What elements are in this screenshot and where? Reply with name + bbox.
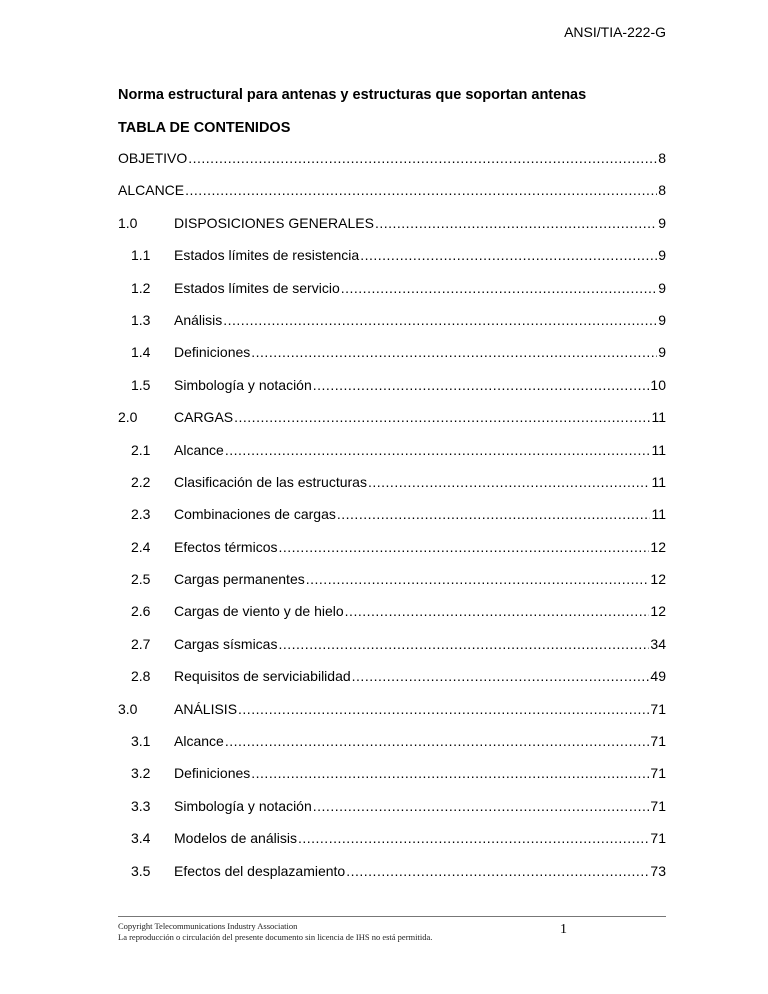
toc-entry-label: Alcance (174, 733, 224, 750)
toc-dot-leader (298, 830, 649, 846)
toc-entry[interactable] (118, 624, 666, 656)
toc-entry-label: OBJETIVO (118, 150, 188, 166)
table-of-contents (118, 138, 666, 883)
toc-entry[interactable] (118, 300, 666, 332)
toc-entry[interactable] (118, 332, 666, 364)
toc-entry[interactable] (118, 527, 666, 559)
toc-entry-page: 9 (658, 279, 666, 296)
toc-entry-page: 73 (650, 862, 666, 879)
toc-entry-number: 1.4 (131, 344, 151, 361)
toc-dot-leader (251, 765, 649, 781)
toc-dot-leader (352, 668, 650, 684)
toc-entry-label: Efectos del desplazamiento (174, 862, 346, 879)
footer-copyright-line: Copyright Telecommunications Industry Association (118, 921, 298, 931)
document-title: Norma estructural para antenas y estructuras que soportan antenas (118, 87, 587, 103)
toc-entry-number: 3.4 (131, 830, 151, 847)
toc-dot-leader (341, 280, 657, 296)
toc-entry-number: 2.6 (131, 603, 151, 620)
toc-entry[interactable] (118, 430, 666, 462)
toc-entry[interactable] (118, 818, 666, 850)
footer-license-line: La reproducción o circulación del presente documento sin licencia de IHS no está permitida. (118, 931, 433, 942)
toc-entry-label: Requisitos de serviciabilidad (174, 668, 351, 685)
page-number: 1 (560, 922, 567, 937)
toc-entry-page: 11 (651, 441, 666, 458)
toc-dot-leader (313, 377, 650, 393)
toc-entry-label: Cargas permanentes (174, 571, 305, 588)
footer-divider (118, 916, 666, 917)
toc-entry-number: 2.1 (131, 441, 151, 458)
toc-heading: TABLA DE CONTENIDOS (118, 120, 291, 136)
toc-entry[interactable] (118, 365, 666, 397)
toc-entry[interactable] (118, 494, 666, 526)
document-code: ANSI/TIA-222-G (564, 24, 666, 40)
toc-entry-page: 8 (658, 150, 666, 166)
toc-dot-leader (225, 733, 650, 749)
toc-entry-label: ANÁLISIS (174, 700, 238, 717)
toc-entry-label: Efectos térmicos (174, 538, 278, 555)
toc-dot-leader (313, 798, 650, 814)
toc-entry-page: 11 (651, 409, 666, 426)
toc-entry-number: 1.0 (118, 214, 138, 231)
toc-entry-label: Cargas de viento y de hielo (174, 603, 344, 620)
toc-dot-leader (346, 863, 649, 879)
toc-entry-label: Definiciones (174, 344, 251, 361)
toc-entry-page: 12 (650, 538, 666, 555)
toc-entry-page: 71 (650, 797, 666, 814)
toc-dot-leader (360, 247, 657, 263)
toc-entry-number: 2.7 (131, 635, 151, 652)
toc-entry-page: 10 (650, 376, 666, 393)
toc-entry-label: Análisis (174, 311, 223, 328)
toc-entry[interactable] (118, 235, 666, 267)
toc-entry[interactable] (118, 689, 666, 721)
toc-entry-page: 71 (650, 733, 666, 750)
toc-entry-number: 2.8 (131, 668, 151, 685)
toc-entry-number: 3.2 (131, 765, 151, 782)
toc-dot-leader (278, 636, 649, 652)
toc-dot-leader (225, 442, 651, 458)
toc-entry-page: 12 (650, 603, 666, 620)
toc-entry-label: Combinaciones de cargas (174, 506, 336, 523)
toc-entry-label: Clasificación de las estructuras (174, 473, 367, 490)
toc-entry-label: Cargas sísmicas (174, 635, 278, 652)
toc-dot-leader (238, 701, 649, 717)
toc-entry-page: 9 (658, 214, 666, 231)
toc-entry[interactable] (118, 786, 666, 818)
toc-entry-number: 2.0 (118, 409, 138, 426)
toc-entry[interactable] (118, 203, 666, 235)
toc-dot-leader (375, 215, 657, 231)
toc-entry-page: 71 (650, 700, 666, 717)
toc-entry-page: 9 (658, 311, 666, 328)
toc-dot-leader (306, 571, 650, 587)
toc-dot-leader (251, 344, 657, 360)
toc-dot-leader (223, 312, 657, 328)
toc-entry-page: 8 (658, 182, 666, 199)
toc-entry[interactable] (118, 656, 666, 688)
toc-entry[interactable] (118, 138, 666, 170)
toc-entry-page: 9 (658, 344, 666, 361)
toc-entry[interactable] (118, 559, 666, 591)
toc-entry-label: DISPOSICIONES GENERALES (174, 214, 374, 231)
toc-entry-label: ALCANCE (118, 182, 185, 199)
toc-entry-label: CARGAS (174, 409, 234, 426)
toc-entry-label: Estados límites de resistencia (174, 247, 360, 264)
toc-entry-label: Definiciones (174, 765, 251, 782)
toc-dot-leader (368, 474, 650, 490)
toc-dot-leader (234, 409, 650, 425)
toc-entry-number: 1.3 (131, 311, 151, 328)
toc-entry-label: Alcance (174, 441, 224, 458)
toc-entry[interactable] (118, 462, 666, 494)
toc-entry-number: 2.4 (131, 538, 151, 555)
toc-entry-number: 1.5 (131, 376, 151, 393)
toc-entry-number: 2.3 (131, 506, 151, 523)
toc-entry-number: 3.1 (131, 733, 151, 750)
toc-entry-number: 1.1 (131, 247, 151, 264)
toc-entry[interactable] (118, 851, 666, 883)
toc-dot-leader (278, 539, 649, 555)
toc-entry[interactable] (118, 591, 666, 623)
toc-entry-page: 12 (650, 571, 666, 588)
toc-dot-leader (337, 506, 651, 522)
toc-entry-number: 3.5 (131, 862, 151, 879)
toc-entry-label: Simbología y notación (174, 376, 312, 393)
toc-entry-number: 2.2 (131, 473, 151, 490)
toc-entry-page: 71 (650, 830, 666, 847)
toc-entry[interactable] (118, 268, 666, 300)
toc-dot-leader (188, 150, 657, 166)
toc-dot-leader (185, 182, 657, 198)
toc-entry-page: 71 (650, 765, 666, 782)
toc-entry-number: 1.2 (131, 279, 151, 296)
toc-entry-page: 11 (651, 506, 666, 523)
toc-entry-page: 9 (658, 247, 666, 264)
toc-entry-number: 3.3 (131, 797, 151, 814)
toc-entry-page: 11 (651, 473, 666, 490)
toc-dot-leader (345, 603, 650, 619)
toc-entry-number: 2.5 (131, 571, 151, 588)
toc-entry-label: Estados límites de servicio (174, 279, 340, 296)
toc-entry[interactable] (118, 721, 666, 753)
toc-entry[interactable] (118, 170, 666, 202)
toc-entry-label: Simbología y notación (174, 797, 312, 814)
toc-entry-label: Modelos de análisis (174, 830, 297, 847)
toc-entry-page: 49 (650, 668, 666, 685)
toc-entry[interactable] (118, 397, 666, 429)
footer-copyright (118, 921, 432, 942)
toc-entry-page: 34 (650, 635, 666, 652)
toc-entry-number: 3.0 (118, 700, 138, 717)
toc-entry[interactable] (118, 753, 666, 785)
